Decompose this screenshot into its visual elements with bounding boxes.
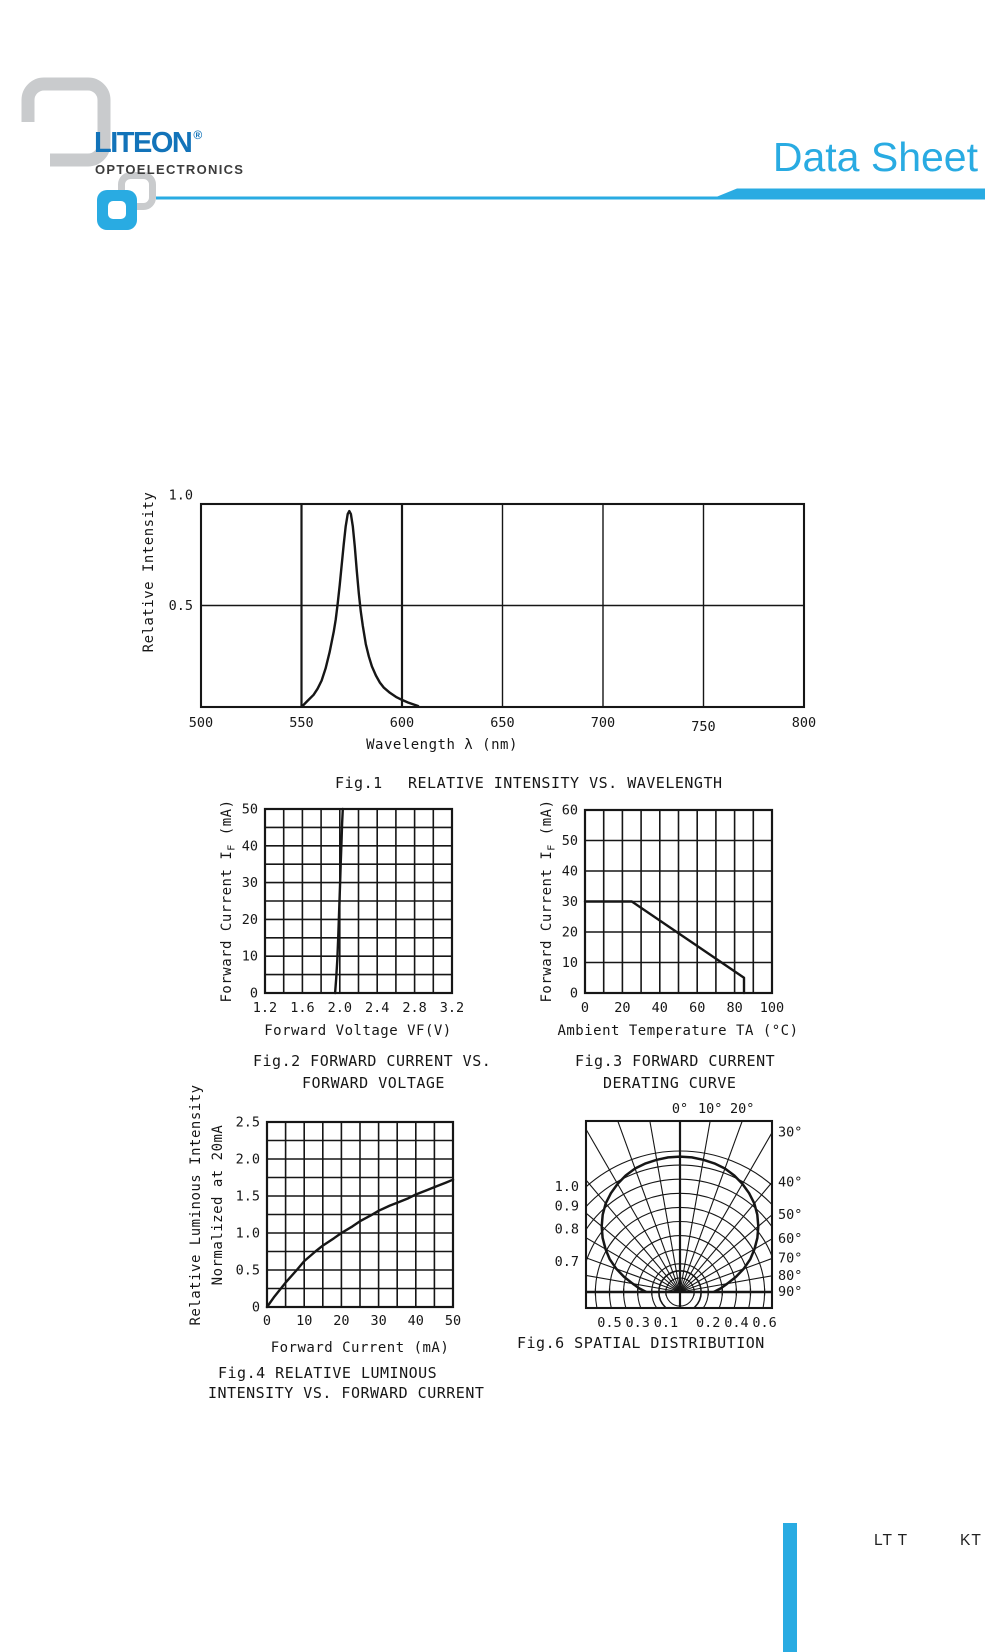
doc-type-title: Data Sheet (772, 134, 978, 180)
svg-text:Relative Intensity: Relative Intensity (141, 491, 157, 653)
svg-text:0.8: 0.8 (554, 1221, 579, 1238)
svg-text:Forward Current (mA): Forward Current (mA) (270, 1340, 450, 1356)
svg-text:Relative Luminous Intensity: Relative Luminous Intensity (188, 1084, 204, 1326)
svg-text:60: 60 (689, 1000, 706, 1016)
svg-text:RELATIVE INTENSITY VS. WAVELEN: RELATIVE INTENSITY VS. WAVELENGTH (408, 774, 723, 792)
svg-text:30: 30 (370, 1313, 387, 1329)
svg-text:0: 0 (249, 985, 258, 1002)
svg-text:1.6: 1.6 (290, 1000, 315, 1016)
svg-text:20: 20 (561, 924, 578, 941)
svg-text:550: 550 (289, 715, 314, 731)
svg-text:2.8: 2.8 (402, 1000, 427, 1016)
fig3-chart (539, 799, 799, 1092)
svg-text:2.4: 2.4 (365, 1000, 390, 1016)
brand-division: OPTOELECTRONICS (95, 162, 245, 177)
svg-text:40: 40 (651, 1000, 668, 1016)
svg-text:10: 10 (296, 1313, 313, 1329)
svg-text:90°: 90° (778, 1284, 803, 1300)
svg-text:Fig.6 SPATIAL DISTRIBUTION: Fig.6 SPATIAL DISTRIBUTION (517, 1334, 765, 1352)
svg-text:0: 0 (251, 1299, 260, 1316)
svg-text:20: 20 (241, 911, 258, 928)
svg-text:40: 40 (561, 863, 578, 880)
svg-text:10: 10 (561, 955, 578, 971)
fig2-chart (219, 799, 491, 1092)
svg-text:Fig.4 RELATIVE LUMINOUS: Fig.4 RELATIVE LUMINOUS (218, 1364, 438, 1382)
svg-text:20: 20 (614, 1000, 631, 1016)
svg-text:1.2: 1.2 (252, 1000, 278, 1016)
svg-text:60°: 60° (778, 1230, 803, 1247)
footer-code-right: KT (960, 1532, 982, 1549)
svg-text:10: 10 (241, 948, 258, 965)
svg-text:30: 30 (241, 875, 258, 892)
svg-text:Fig.2 FORWARD CURRENT VS.: Fig.2 FORWARD CURRENT VS. (253, 1052, 492, 1070)
svg-text:0°: 0° (671, 1101, 689, 1117)
svg-text:0: 0 (262, 1313, 272, 1329)
svg-text:Normalized at 20mA: Normalized at 20mA (210, 1124, 226, 1286)
svg-text:70°: 70° (778, 1250, 803, 1267)
svg-text:60: 60 (561, 802, 578, 819)
svg-text:0.7: 0.7 (554, 1253, 579, 1270)
svg-text:2.5: 2.5 (235, 1114, 260, 1131)
svg-text:2.0: 2.0 (327, 1000, 352, 1016)
svg-text:INTENSITY VS. FORWARD CURRENT: INTENSITY VS. FORWARD CURRENT (208, 1384, 485, 1402)
svg-text:100: 100 (759, 1000, 785, 1016)
registered-mark: ® (193, 128, 203, 143)
svg-text:50: 50 (561, 833, 578, 849)
fig3-curve (585, 902, 744, 994)
svg-text:50°: 50° (778, 1206, 803, 1223)
svg-text:Forward Current IF (mA): Forward Current $I_F$ (mA) (219, 799, 238, 1003)
svg-text:80: 80 (726, 1000, 743, 1016)
svg-text:FORWARD VOLTAGE: FORWARD VOLTAGE (302, 1074, 445, 1092)
svg-text:DERATING CURVE: DERATING CURVE (603, 1074, 737, 1092)
svg-text:0.5: 0.5 (235, 1262, 260, 1279)
svg-text:650: 650 (490, 715, 515, 731)
svg-text:Forward Voltage VF(V): Forward Voltage VF(V) (264, 1023, 452, 1039)
svg-text:0: 0 (569, 985, 578, 1002)
footer-code-left: LT T (874, 1532, 909, 1549)
svg-text:0.4: 0.4 (724, 1315, 749, 1331)
svg-text:0: 0 (580, 1000, 590, 1016)
svg-text:1.0: 1.0 (235, 1225, 260, 1242)
svg-text:40°: 40° (778, 1174, 803, 1191)
svg-text:Wavelength λ (nm): Wavelength λ (nm) (366, 737, 518, 753)
svg-text:0.9: 0.9 (554, 1198, 579, 1215)
svg-text:80°: 80° (778, 1267, 803, 1284)
svg-text:1.5: 1.5 (235, 1188, 260, 1205)
svg-text:50: 50 (444, 1313, 462, 1329)
svg-text:10°: 10° (697, 1101, 723, 1117)
svg-text:1.0: 1.0 (168, 487, 193, 504)
svg-text:Fig.3 FORWARD CURRENT: Fig.3 FORWARD CURRENT (575, 1052, 776, 1070)
svg-text:Fig.1: Fig.1 (335, 774, 383, 792)
svg-text:20°: 20° (730, 1101, 755, 1117)
svg-text:0.3: 0.3 (625, 1315, 650, 1331)
svg-text:700: 700 (590, 715, 616, 731)
svg-text:Forward Current IF (mA): Forward Current $I_F$ (mA) (539, 799, 558, 1003)
svg-text:1.0: 1.0 (554, 1178, 579, 1195)
fig1-chart (141, 488, 816, 793)
svg-text:50: 50 (241, 801, 258, 818)
svg-text:0.5: 0.5 (597, 1315, 622, 1331)
svg-text:0.2: 0.2 (696, 1315, 721, 1331)
svg-text:40: 40 (241, 838, 258, 855)
svg-text:0.6: 0.6 (752, 1315, 777, 1331)
svg-text:0.1: 0.1 (653, 1315, 679, 1331)
svg-text:500: 500 (188, 715, 214, 731)
svg-text:3.2: 3.2 (439, 1000, 465, 1016)
fig1-curve (303, 511, 419, 706)
svg-text:600: 600 (389, 715, 415, 731)
svg-text:40: 40 (407, 1313, 424, 1329)
svg-text:0.5: 0.5 (168, 598, 193, 614)
brand-text: LITEON (94, 127, 192, 159)
svg-text:20: 20 (333, 1313, 350, 1329)
svg-text:2.0: 2.0 (235, 1151, 260, 1168)
svg-text:800: 800 (791, 715, 817, 731)
footer-accent-bar (783, 1523, 797, 1652)
fig6-chart (453, 1065, 906, 1433)
svg-text:750: 750 (691, 719, 716, 735)
svg-text:Ambient Temperature TA (°C): Ambient Temperature TA (°C) (557, 1023, 799, 1039)
fig4-chart (188, 1084, 484, 1402)
svg-text:30°: 30° (778, 1124, 803, 1141)
svg-text:30: 30 (561, 894, 578, 910)
